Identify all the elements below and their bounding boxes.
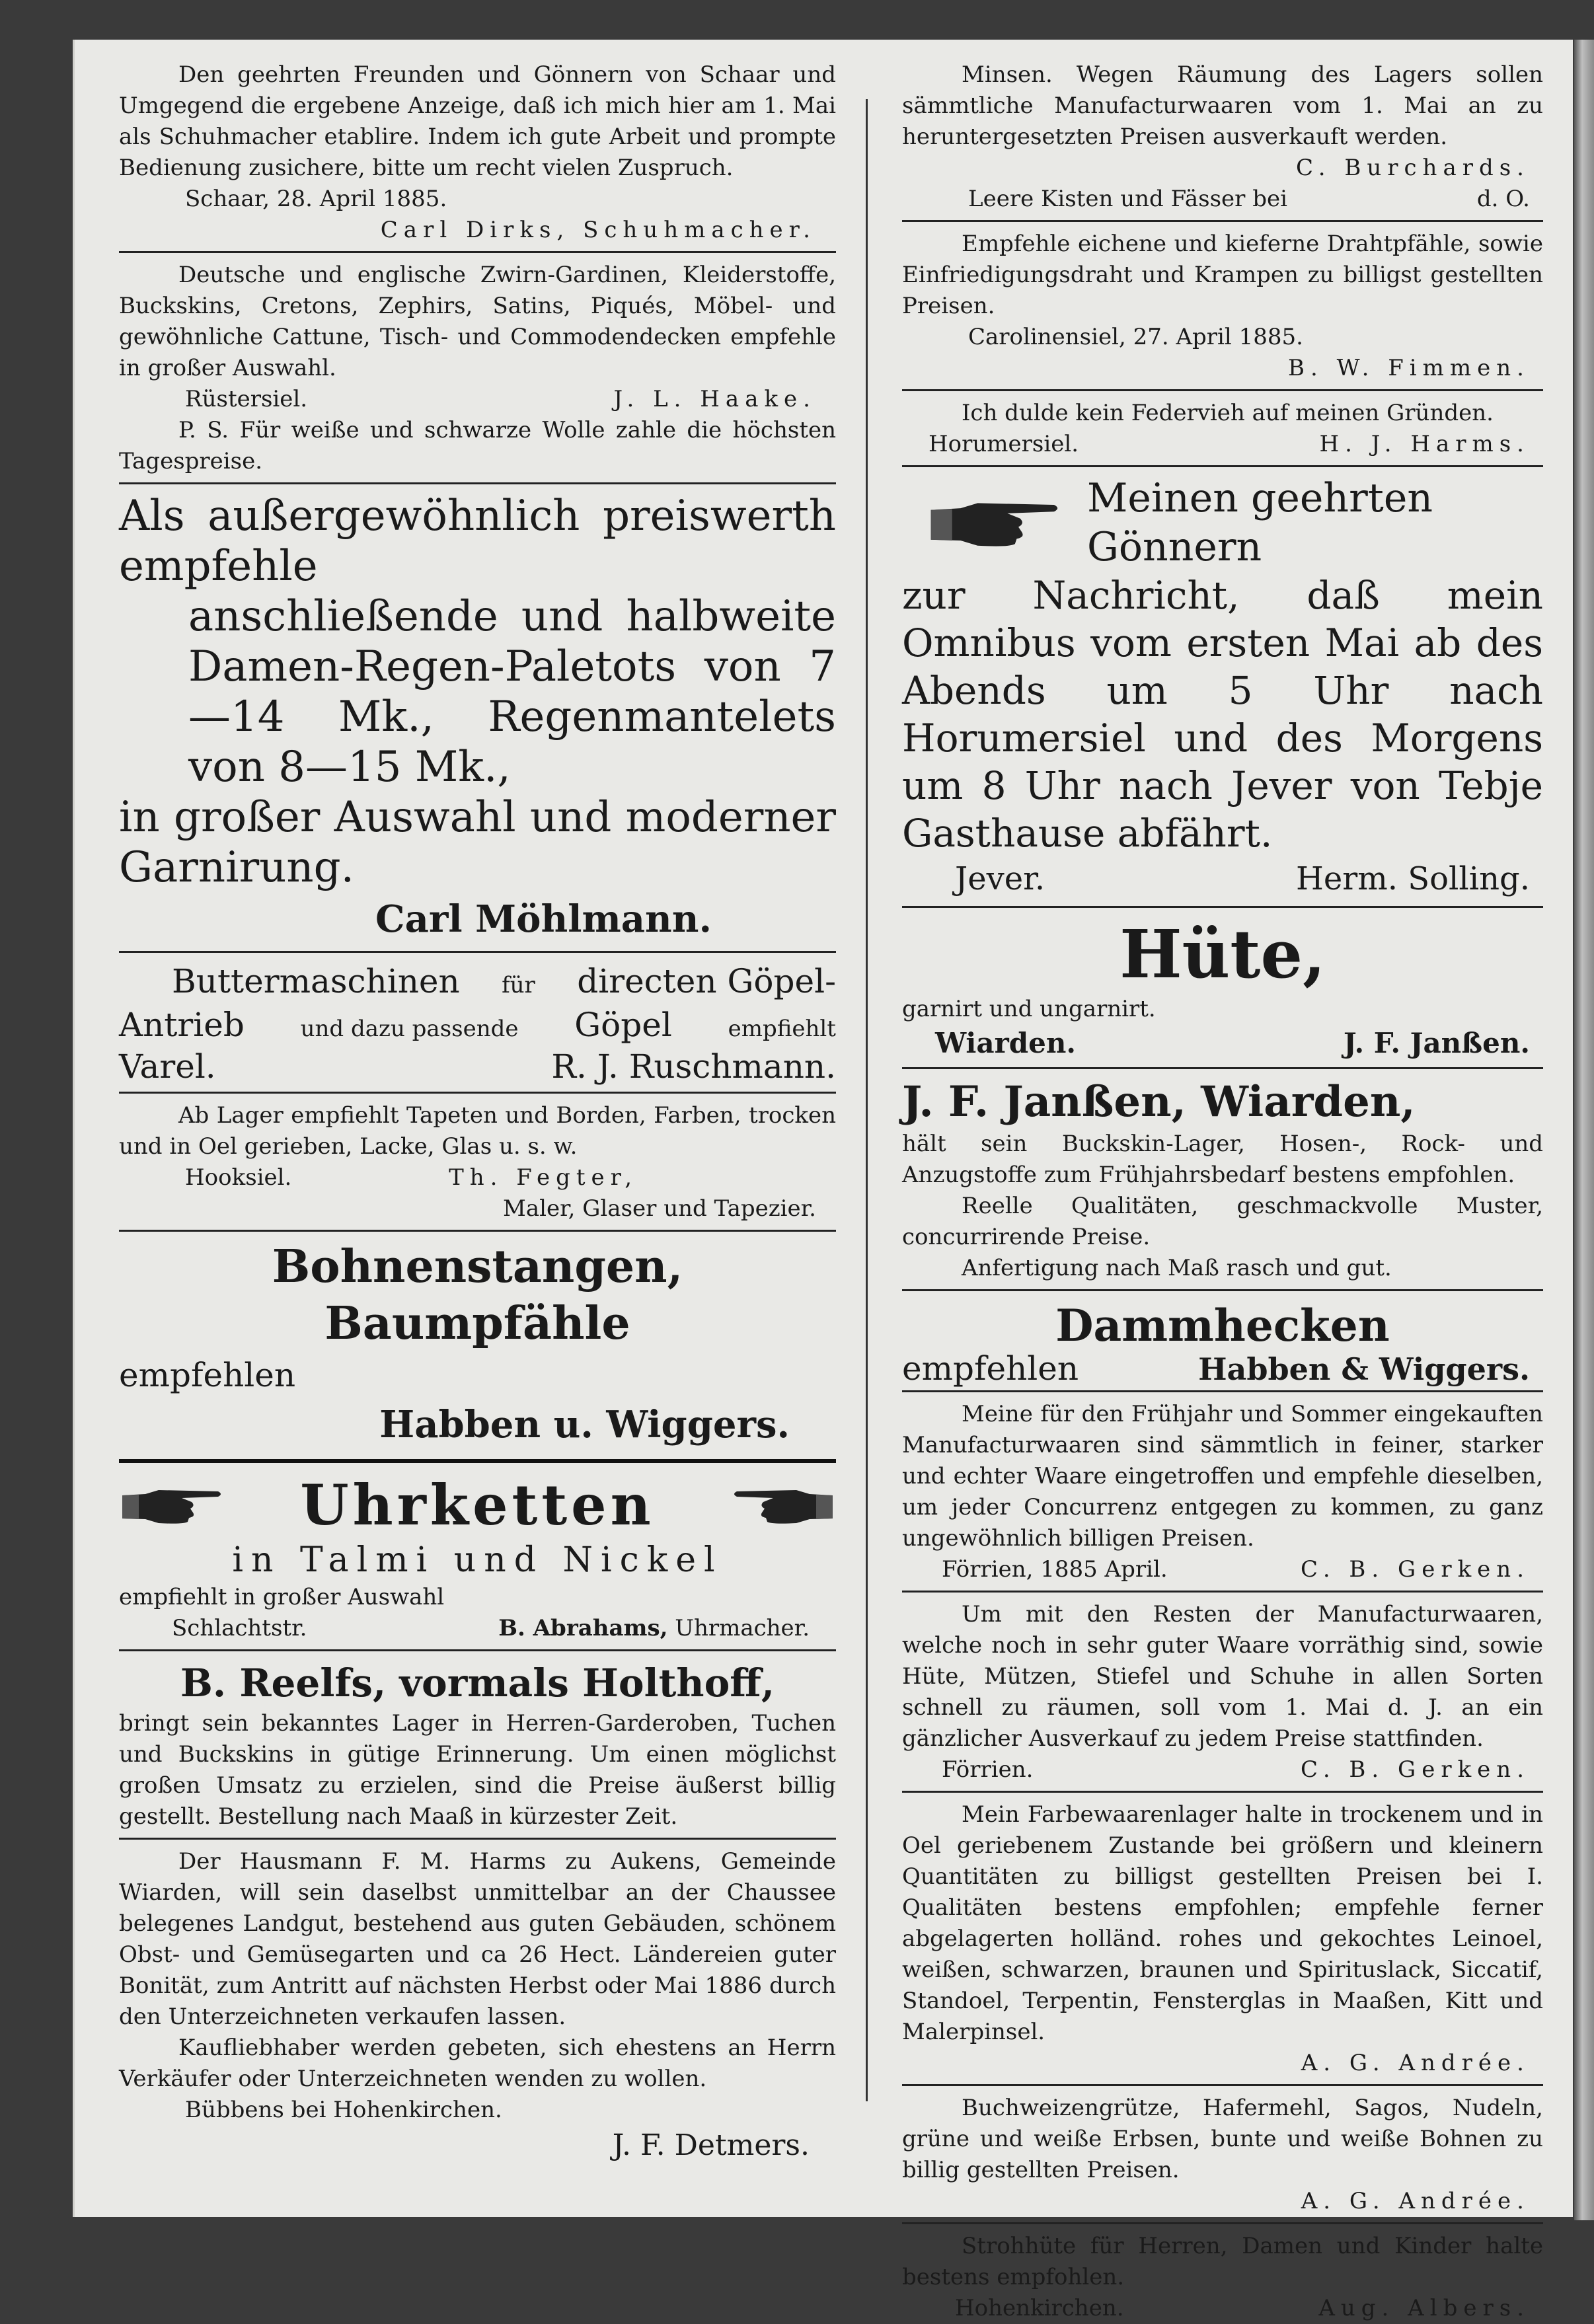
ad-title: Baumpfähle xyxy=(324,1297,630,1350)
ad-signature: Aug. Albers. xyxy=(1318,2295,1530,2321)
page-edge xyxy=(1574,40,1594,2220)
ad-dammhecken xyxy=(902,1298,1543,1388)
ad-signature: H. J. Harms. xyxy=(1319,431,1530,457)
ad-body: hält sein Buckskin-Lager, Hosen-, Rock- und Anzugstoffe zum Frühjahrsbedarf bestens empfohlen. xyxy=(902,1131,1543,1188)
ad-title: Dammhecken xyxy=(1055,1300,1390,1351)
divider xyxy=(119,482,836,484)
ad-place: Förrien. xyxy=(942,1756,1034,1783)
ad-body: Anfertigung nach Maß rasch und gut. xyxy=(962,1255,1392,1281)
ad-body: Reelle Qualitäten, geschmackvolle Muster, concurrirende Preise. xyxy=(902,1193,1543,1250)
ad-solling xyxy=(902,474,1543,901)
ad-body: Deutsche und englische Zwirn-Gardinen, Kleiderstoffe, Buckskins, Cretons, Zephirs, Satins, Piqués, Möbel- und gewöhnliche Cattune, Tisch- und Commodendecken empfehle in großer Auswahl. xyxy=(119,262,836,381)
ad-place: Hooksiel. xyxy=(185,1164,292,1191)
ad-body: Meine für den Frühjahr und Sommer eingekauften Manufacturwaaren sind sämmtlich in feiner, starker und echter Waare eingetroffen und empfehle dieselben, um jeder Concurrenz entgegen zu kommen, zu ganz ungewöhnlich billigen Preisen. xyxy=(902,1401,1543,1552)
divider xyxy=(119,1838,836,1840)
ad-body: bringt sein bekanntes Lager in Herren-Garderoben, Tuchen und Buckskins in gütige Erinnerung. Um einen möglichst großen Umsatz zu erzielen, sind die Preise äußerst billig gestellt. Bestellung nach Maaß in kürzester Zeit. xyxy=(119,1710,836,1830)
ad-signature: C. B. Gerken. xyxy=(1301,1756,1530,1783)
ad-body: Strohhüte für Herren, Damen und Kinder halte bestens empfohlen. xyxy=(902,2233,1543,2290)
ad-signature: Habben u. Wiggers. xyxy=(379,1403,790,1446)
ad-headline: Als außergewöhnlich preiswerth empfehle xyxy=(119,492,836,591)
ad-product: directen Göpel- xyxy=(577,962,836,1000)
ad-place: Bübbens bei Hohenkirchen. xyxy=(185,2097,502,2123)
ad-signature: B. W. Fimmen. xyxy=(1288,355,1530,381)
ad-text: für xyxy=(502,972,535,998)
ad-offer: anschließende und halbweite Damen-Regen-Paletots von 7—14 Mk., Regenmantelets von 8—15 Mk., xyxy=(188,592,836,792)
ad-verb: empfehlen xyxy=(119,1356,296,1394)
ad-signature: Carl Möhlmann. xyxy=(375,897,712,941)
column-divider xyxy=(866,99,868,2101)
divider xyxy=(902,1591,1543,1593)
divider xyxy=(902,1289,1543,1291)
ad-body: Der Hausmann F. M. Harms zu Aukens, Gemeinde Wiarden, will sein daselbst unmittelbar an der Chaussee belegenes Landgut, bestehend aus guten Gebäuden, schönem Obst- und Gemüsegarten und ca 26 Hect. Ländereien guter Bonität, zum Antritt auf nächsten Herbst oder Mai 1886 durch den Unterzeichneten verkaufen lassen. xyxy=(119,1848,836,2030)
ad-signature: C. B. Gerken. xyxy=(1301,1556,1530,1583)
ad-gerken-2 xyxy=(902,1599,1543,1785)
ad-closing: in großer Auswahl und moderner Garnirung. xyxy=(119,793,836,892)
ad-harms xyxy=(902,398,1543,460)
divider xyxy=(902,2084,1543,2086)
ad-signature: C. Burchards. xyxy=(1295,155,1530,181)
ad-place: Rüstersiel. xyxy=(185,386,308,412)
ad-signature: Th. Fegter, xyxy=(449,1164,638,1191)
divider xyxy=(119,1649,836,1651)
divider xyxy=(902,2222,1543,2224)
divider xyxy=(119,1459,836,1463)
ad-body: zur Nachricht, daß mein Omnibus vom ersten Mai ab des Abends um 5 Uhr nach Horumersiel und des Morgens um 8 Uhr nach Jever von Tebje Gasthause abfährt. xyxy=(902,573,1543,856)
ad-place: Varel. xyxy=(119,1047,216,1086)
ad-haake xyxy=(119,260,836,477)
ad-body: Ich dulde kein Federvieh auf meinen Gründen. xyxy=(962,400,1494,426)
ad-signature: Carl Dirks, Schuhmacher. xyxy=(380,217,816,243)
left-column xyxy=(119,59,836,2165)
ad-body: Leere Kisten und Fässer bei xyxy=(968,186,1287,212)
ad-uhrketten xyxy=(119,1472,836,1644)
ad-fimmen xyxy=(902,229,1543,384)
ad-body: Den geehrten Freunden und Gönnern von Schaar und Umgegend die ergebene Anzeige, daß ich mich hier am 1. Mai als Schuhmacher etablire. Indem ich gute Arbeit und prompte Bedienung zusichere, bitte um recht vielen Zuspruch. xyxy=(119,61,836,181)
ad-place: Jever. xyxy=(955,860,1045,897)
divider xyxy=(902,1067,1543,1069)
ad-huete xyxy=(902,915,1543,1062)
ad-trade: Uhrmacher. xyxy=(675,1615,810,1641)
divider xyxy=(902,906,1543,908)
divider xyxy=(119,1230,836,1232)
divider xyxy=(119,951,836,953)
ad-albers xyxy=(902,2231,1543,2324)
ad-moehlmann xyxy=(119,491,836,946)
ad-ruschmann xyxy=(119,959,836,1086)
ad-body: Empfehle eichene und kieferne Drahtpfähle, sowie Einfriedigungsdraht und Krampen zu billigst gestellten Preisen. xyxy=(902,231,1543,319)
ad-dirks xyxy=(119,59,836,246)
pointing-hand-icon xyxy=(119,1482,225,1528)
ad-fegter xyxy=(119,1100,836,1224)
divider xyxy=(902,1791,1543,1793)
ad-title: Uhrketten xyxy=(300,1472,655,1538)
ad-text: empfiehlt xyxy=(728,1016,836,1042)
ad-place-date: Schaar, 28. April 1885. xyxy=(185,186,447,212)
ad-janssen xyxy=(902,1076,1543,1284)
ad-body: Buchweizengrütze, Hafermehl, Sagos, Nudeln, grüne und weiße Erbsen, bunte und weiße Bohnen zu billig gestellten Preisen. xyxy=(902,2095,1543,2183)
ad-body: Minsen. Wegen Räumung des Lagers sollen sämmtliche Manufacturwaaren vom 1. Mai an zu heruntergesetzten Preisen ausverkauft werden. xyxy=(902,61,1543,150)
ad-postscript: P. S. Für weiße und schwarze Wolle zahle die höchsten Tagespreise. xyxy=(119,417,836,474)
pointing-hand-icon xyxy=(902,493,1087,552)
divider xyxy=(902,389,1543,391)
ad-title: J. F. Janßen, Wiarden, xyxy=(902,1077,1416,1127)
ad-text: und dazu passende xyxy=(300,1016,519,1042)
ad-andree-1 xyxy=(902,1799,1543,2079)
ad-place: Hohenkirchen. xyxy=(955,2295,1124,2321)
ad-product: Antrieb xyxy=(119,1006,245,1044)
pointing-hand-icon xyxy=(730,1482,836,1528)
ad-place-date: Carolinensiel, 27. April 1885. xyxy=(968,324,1303,350)
ad-signature: J. F. Janßen. xyxy=(1343,1027,1530,1059)
ad-signature: d. O. xyxy=(1476,186,1530,212)
ad-product: Buttermaschinen xyxy=(172,962,460,1000)
ad-signature: Habben & Wiggers. xyxy=(1198,1351,1530,1387)
ad-signature: A. G. Andrée. xyxy=(1301,2050,1530,2076)
ad-product: Göpel xyxy=(574,1006,672,1044)
ad-place-date: Förrien, 1885 April. xyxy=(942,1556,1168,1583)
ad-body: Ab Lager empfiehlt Tapeten und Borden, Farben, trocken und in Oel gerieben, Lacke, Glas u. s. w. xyxy=(119,1102,836,1160)
ad-gerken-1 xyxy=(902,1399,1543,1585)
ad-body: Mein Farbewaarenlager halte in trockenem und in Oel geriebenem Zustande bei größern und kleinern Quantitäten zu billigst gestellten Preisen bei I. Qualitäten bestens empfohlen; empfehle ferner abgelagerten holländ. rohes und gekochtes Leinoel, weißen, schwarzen, braunen und Spirituslack, Siccatif, Standoel, Terpentin, Fensterglas in Maaßen, Kitt und Malerpinsel. xyxy=(902,1801,1543,2045)
ad-trade: Maler, Glaser und Tapezier. xyxy=(503,1195,816,1222)
ad-street: Schlachtstr. xyxy=(172,1615,307,1641)
ad-signature: R. J. Ruschmann. xyxy=(551,1047,836,1086)
ad-body: Um mit den Resten der Manufacturwaaren, welche noch in sehr guter Waare vorräthig sind, sowie Hüte, Mützen, Stiefel und Schuhe in allen Sorten schnell zu räumen, soll vom 1. Mai d. J. an ein gänzlicher Ausverkauf zu jedem Preise stattfinden. xyxy=(902,1601,1543,1752)
ad-place: Horumersiel. xyxy=(929,431,1079,457)
ad-reelfs xyxy=(119,1658,836,1832)
ad-title: Hüte, xyxy=(1120,915,1326,993)
ad-title: Bohnenstangen, xyxy=(272,1240,683,1293)
divider xyxy=(119,251,836,253)
ad-headline: Meinen geehrten Gönnern xyxy=(1087,475,1433,570)
ad-andree-2 xyxy=(902,2093,1543,2217)
ad-title: B. Reelfs, vormals Holthoff, xyxy=(180,1661,775,1706)
ad-signature: J. L. Haake. xyxy=(613,386,816,412)
ad-subtitle: in Talmi und Nickel xyxy=(232,1540,723,1580)
divider xyxy=(119,1092,836,1094)
ad-place: Wiarden. xyxy=(935,1027,1076,1059)
ad-body: garnirt und ungarnirt. xyxy=(902,996,1156,1022)
ad-detmers xyxy=(119,1846,836,2165)
ad-body: Kaufliebhaber werden gebeten, sich ehestens an Herrn Verkäufer oder Unterzeichneten wenden zu wollen. xyxy=(119,2035,836,2092)
ad-verb: empfehlen xyxy=(902,1349,1079,1388)
ad-signature: B. Abrahams, xyxy=(498,1615,668,1641)
ad-signature: J. F. Detmers. xyxy=(612,2128,810,2162)
right-column xyxy=(902,59,1543,2324)
ad-bohnenstangen xyxy=(119,1238,836,1451)
divider xyxy=(902,1390,1543,1392)
divider xyxy=(902,220,1543,222)
ad-burchards xyxy=(902,59,1543,215)
ad-body: empfiehlt in großer Auswahl xyxy=(119,1584,445,1610)
ad-signature: Herm. Solling. xyxy=(1296,860,1530,897)
divider xyxy=(902,465,1543,467)
ad-signature: A. G. Andrée. xyxy=(1301,2188,1530,2214)
